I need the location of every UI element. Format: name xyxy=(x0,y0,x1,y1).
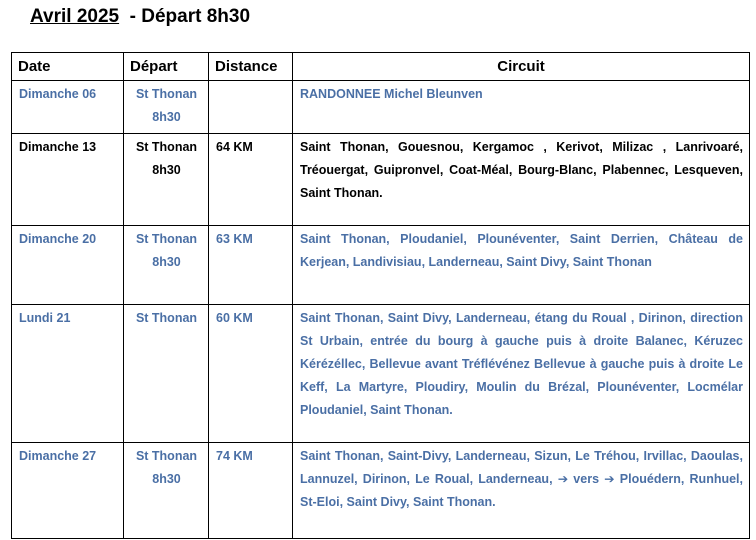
depart-place: St Thonan xyxy=(135,311,198,325)
page-title xyxy=(30,6,250,28)
row-circuit: Saint Thonan, Ploudaniel, Plounéventer, Saint Derrien, Château de Kerjean, Landivisiau, Landerneau, Saint Divy, Saint Thonan xyxy=(293,226,750,305)
depart-place: St Thonan xyxy=(135,140,198,154)
table-row xyxy=(12,226,750,305)
row-distance: 60 KM xyxy=(209,305,293,443)
row-circuit: Saint Thonan, Gouesnou, Kergamoc , Kerivot, Milizac , Lanrivoaré, Tréouergat, Guipronvel, Coat-Méal, Bourg-Blanc, Plabennec, Lesqueven, Saint Thonan. xyxy=(293,134,750,226)
header-circuit: Circuit xyxy=(293,53,750,81)
depart-time: 8h30 xyxy=(152,110,181,124)
title-month: Avril 2025 xyxy=(30,6,120,27)
header-date: Date xyxy=(12,53,124,81)
table-row xyxy=(12,81,750,134)
depart-place: St Thonan xyxy=(135,232,198,246)
header-distance: Distance xyxy=(209,53,293,81)
row-circuit: RANDONNEE Michel Bleunven xyxy=(293,81,750,134)
table-row xyxy=(12,134,750,226)
row-depart xyxy=(124,134,209,226)
row-distance: 63 KM xyxy=(209,226,293,305)
schedule-table xyxy=(11,52,750,539)
row-depart xyxy=(124,226,209,305)
row-date: Dimanche 27 xyxy=(12,443,124,539)
row-date: Dimanche 20 xyxy=(12,226,124,305)
depart-place: St Thonan xyxy=(135,449,198,463)
depart-time: 8h30 xyxy=(152,255,181,269)
row-circuit: Saint Thonan, Saint Divy, Landerneau, étang du Roual , Dirinon, direction St Urbain, entrée du bourg à gauche puis à droite Balanec, Kéruzec Kérézéllec, Bellevue avant Tréflévénez Bellevue à gauche puis à droite Le Keff, La Martyre, Ploudiry, Moulin du Brézal, Plounéventer, Locmélar Ploudaniel, Saint Thonan. xyxy=(293,305,750,443)
row-depart xyxy=(124,81,209,134)
depart-time: 8h30 xyxy=(152,472,181,486)
header-row xyxy=(12,53,750,81)
depart-time: 8h30 xyxy=(152,163,181,177)
header-depart: Départ xyxy=(124,53,209,81)
title-departure: - Départ 8h30 xyxy=(119,6,251,27)
row-date: Dimanche 06 xyxy=(12,81,124,134)
row-depart xyxy=(124,305,209,443)
row-distance xyxy=(209,81,293,134)
table-row xyxy=(12,305,750,443)
table-row xyxy=(12,443,750,539)
depart-place: St Thonan xyxy=(135,87,198,101)
row-date: Dimanche 13 xyxy=(12,134,124,226)
row-date: Lundi 21 xyxy=(12,305,124,443)
row-depart xyxy=(124,443,209,539)
row-distance: 64 KM xyxy=(209,134,293,226)
row-distance: 74 KM xyxy=(209,443,293,539)
row-circuit: Saint Thonan, Saint-Divy, Landerneau, Sizun, Le Tréhou, Irvillac, Daoulas, Lannuzel, Dirinon, Le Roual, Landerneau, ➔ vers ➔ Plouédern, Runhuel, St-Eloi, Saint Divy, Saint Thonan. xyxy=(293,443,750,539)
